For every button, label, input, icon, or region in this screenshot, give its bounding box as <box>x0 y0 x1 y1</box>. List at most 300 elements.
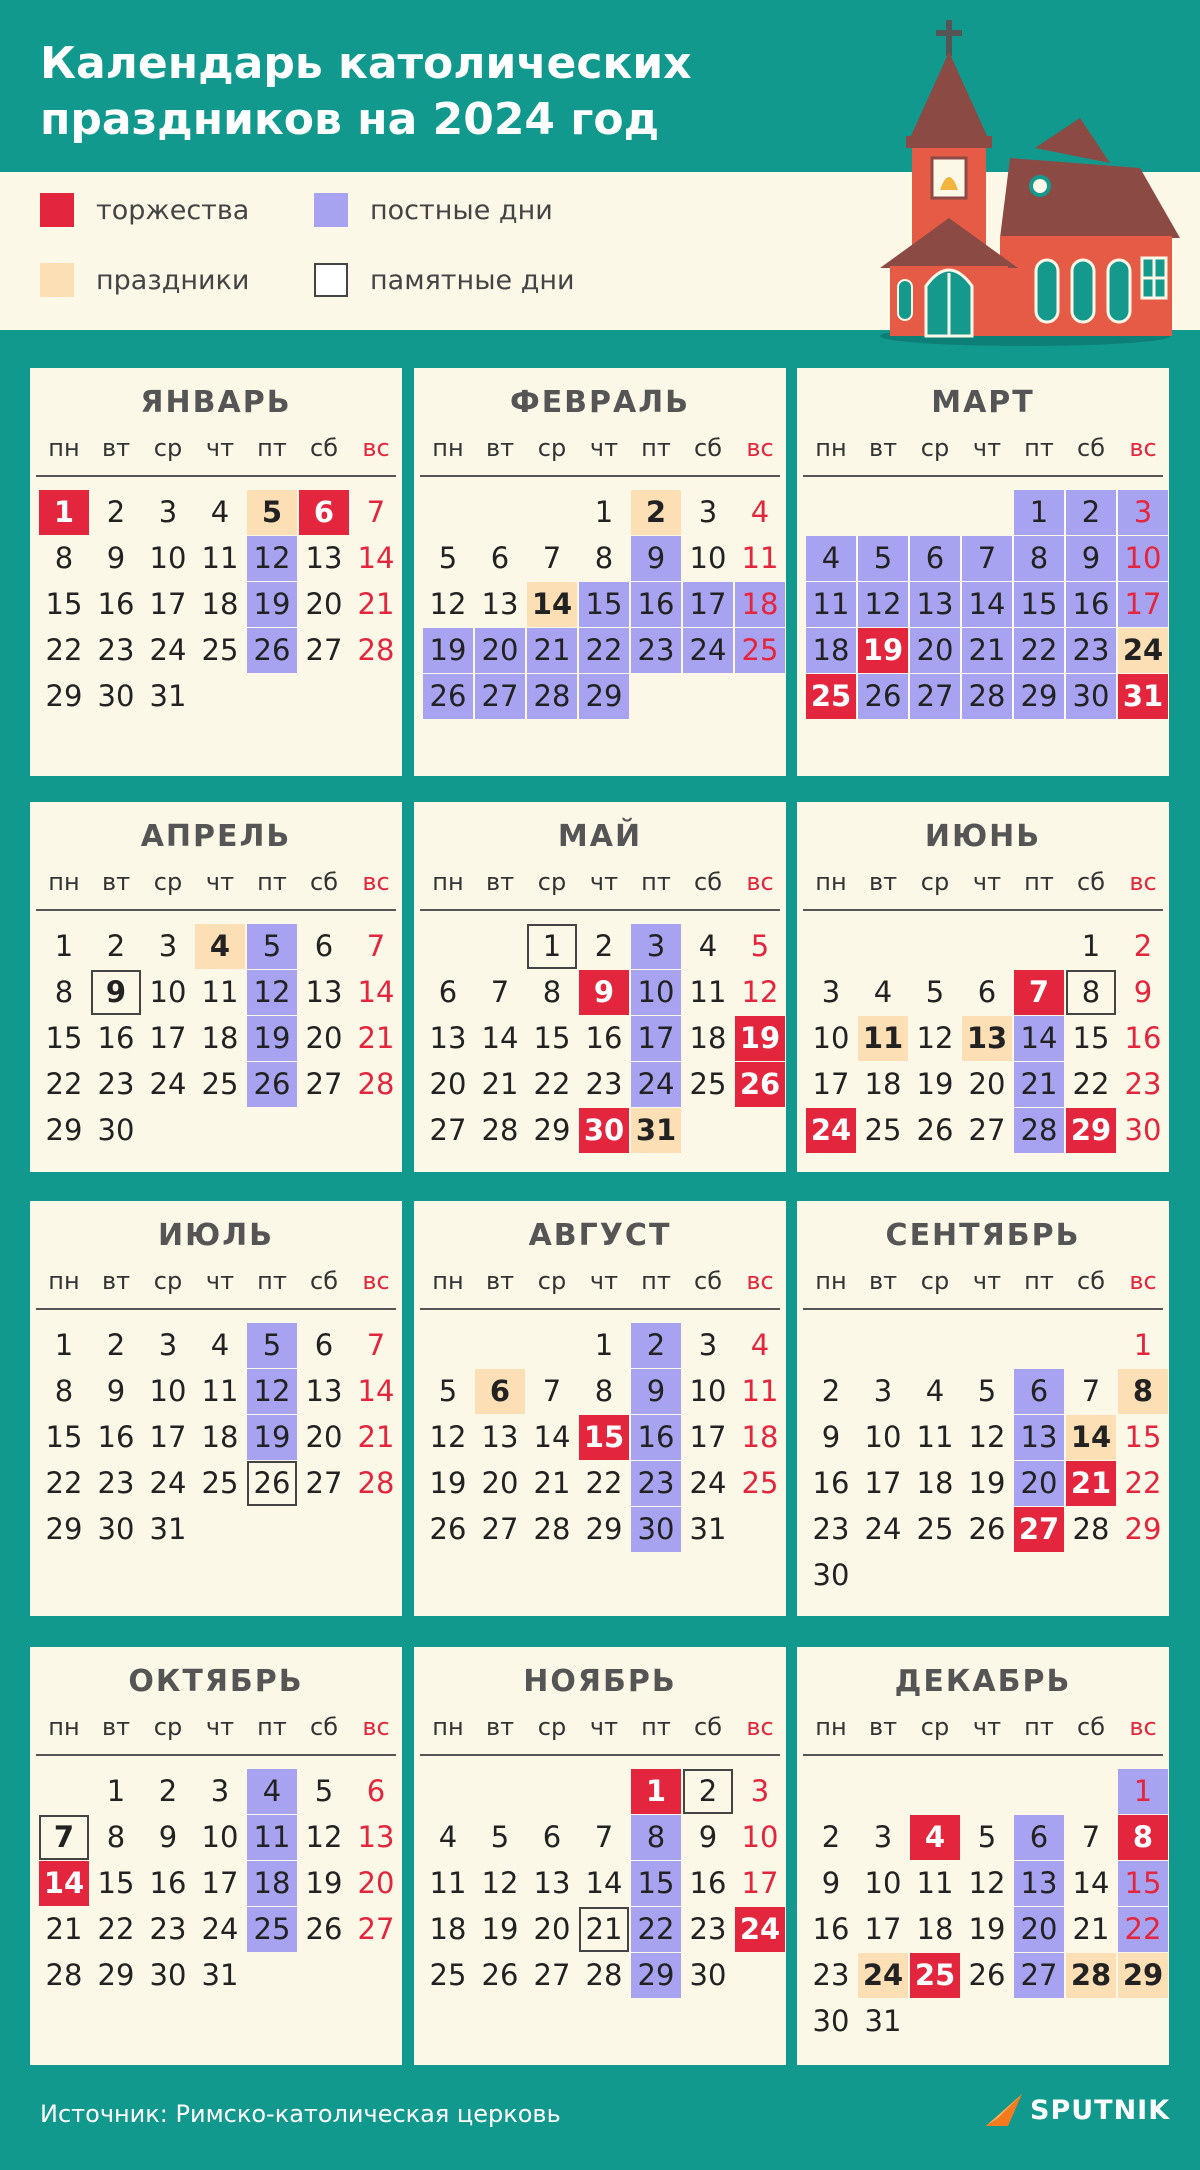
weekday-label: сб <box>310 868 338 896</box>
weekday-label: ср <box>537 868 567 896</box>
day-cell: 28 <box>585 1958 623 1992</box>
day-cell: 10 <box>689 541 727 575</box>
day-cell-fast: 24 <box>683 628 733 673</box>
day-cell: 10 <box>689 1374 727 1408</box>
day-cell: 13 <box>429 1021 467 1055</box>
day-cell: 26 <box>916 1113 954 1147</box>
day-cell: 16 <box>97 587 135 621</box>
day-cell: 12 <box>429 587 467 621</box>
day-cell: 11 <box>916 1866 954 1900</box>
weekday-label: чт <box>589 434 619 462</box>
day-cell: 14 <box>357 1374 395 1408</box>
day-cell: 26 <box>968 1958 1006 1992</box>
day-cell-fast: 12 <box>247 536 297 581</box>
weekday-label: пн <box>48 1713 80 1741</box>
day-cell: 8 <box>106 1820 126 1854</box>
day-cell: 7 <box>490 975 510 1009</box>
weekday-label: вс <box>746 434 774 462</box>
weekday-label: чт <box>972 1713 1002 1741</box>
day-cell: 22 <box>45 1067 83 1101</box>
day-cell: 12 <box>305 1820 343 1854</box>
legend-swatch <box>314 263 348 297</box>
day-cell: 7 <box>594 1820 614 1854</box>
day-cell: 20 <box>305 1420 343 1454</box>
day-cell: 27 <box>305 1067 343 1101</box>
day-cell: 24 <box>201 1912 239 1946</box>
weekday-divider <box>36 475 396 477</box>
weekday-label: ср <box>153 1267 183 1295</box>
day-cell: 29 <box>45 1512 83 1546</box>
weekday-label: ср <box>537 1713 567 1741</box>
day-cell: 18 <box>741 1420 779 1454</box>
weekday-label: ср <box>153 1713 183 1741</box>
day-cell: 23 <box>97 1067 135 1101</box>
day-cell-solemnity: 21 <box>1066 1461 1116 1506</box>
month-card <box>797 1201 1169 1616</box>
day-cell: 1 <box>54 1328 74 1362</box>
day-cell: 2 <box>821 1820 841 1854</box>
day-cell: 19 <box>481 1912 519 1946</box>
day-cell: 4 <box>210 1328 230 1362</box>
day-cell: 31 <box>149 679 187 713</box>
day-cell: 12 <box>916 1021 954 1055</box>
day-cell: 27 <box>968 1113 1006 1147</box>
day-cell-fast: 6 <box>1014 1815 1064 1860</box>
day-cell-fast: 25 <box>247 1907 297 1952</box>
month-card <box>797 1647 1169 2065</box>
weekday-label: пн <box>432 1267 464 1295</box>
day-cell-solemnity: 25 <box>806 674 856 719</box>
day-cell: 2 <box>1133 929 1153 963</box>
day-cell: 4 <box>873 975 893 1009</box>
weekday-label: чт <box>972 434 1002 462</box>
weekday-label: пн <box>815 434 847 462</box>
day-cell: 29 <box>45 679 83 713</box>
day-cell: 8 <box>594 1374 614 1408</box>
day-cell: 13 <box>357 1820 395 1854</box>
day-cell: 17 <box>812 1067 850 1101</box>
day-cell-fast: 19 <box>247 582 297 627</box>
day-cell: 11 <box>916 1420 954 1454</box>
day-cell: 10 <box>812 1021 850 1055</box>
day-cell-solemnity: 9 <box>579 970 629 1015</box>
legend-item-memorial-days <box>314 260 575 300</box>
weekday-label: чт <box>205 434 235 462</box>
day-cell: 18 <box>201 587 239 621</box>
day-cell: 2 <box>106 495 126 529</box>
weekday-label: пн <box>432 434 464 462</box>
weekday-label: ср <box>537 1267 567 1295</box>
day-cell: 8 <box>54 541 74 575</box>
day-cell-fast: 25 <box>735 628 785 673</box>
day-cell-fast: 1 <box>1014 490 1064 535</box>
day-cell: 6 <box>366 1774 386 1808</box>
weekday-label: ср <box>920 1713 950 1741</box>
day-cell: 27 <box>357 1912 395 1946</box>
weekday-label: ср <box>537 434 567 462</box>
day-cell: 13 <box>305 975 343 1009</box>
day-cell: 25 <box>741 1466 779 1500</box>
day-cell-fast: 15 <box>579 582 629 627</box>
day-cell-feast: 28 <box>1066 1953 1116 1998</box>
day-cell: 4 <box>925 1374 945 1408</box>
day-cell: 30 <box>812 2004 850 2038</box>
day-cell-fast: 15 <box>1014 582 1064 627</box>
day-cell: 18 <box>201 1021 239 1055</box>
weekday-label: ср <box>153 868 183 896</box>
weekday-label: вс <box>362 868 390 896</box>
day-cell-memorial: 2 <box>683 1769 733 1814</box>
weekday-label: чт <box>972 1267 1002 1295</box>
day-cell-fast: 18 <box>806 628 856 673</box>
weekday-label: пт <box>257 868 287 896</box>
weekday-label: пт <box>1024 1267 1054 1295</box>
day-cell: 15 <box>45 1021 83 1055</box>
day-cell: 8 <box>542 975 562 1009</box>
weekday-divider <box>803 909 1163 911</box>
day-cell: 27 <box>429 1113 467 1147</box>
weekday-label: сб <box>1077 434 1105 462</box>
weekday-label: пт <box>641 1267 671 1295</box>
day-cell: 7 <box>366 929 386 963</box>
weekday-label: пт <box>641 434 671 462</box>
weekday-label: пт <box>257 434 287 462</box>
weekday-label: чт <box>205 1713 235 1741</box>
day-cell-solemnity: 4 <box>910 1815 960 1860</box>
day-cell-fast: 11 <box>247 1815 297 1860</box>
day-cell: 23 <box>97 1466 135 1500</box>
day-cell: 22 <box>97 1912 135 1946</box>
day-cell: 22 <box>45 633 83 667</box>
day-cell: 15 <box>45 587 83 621</box>
day-cell-fast: 29 <box>1014 674 1064 719</box>
day-cell: 3 <box>158 1328 178 1362</box>
day-cell-solemnity: 6 <box>299 490 349 535</box>
weekday-label: вс <box>362 434 390 462</box>
weekday-label: пн <box>48 1267 80 1295</box>
day-cell: 13 <box>481 587 519 621</box>
day-cell: 15 <box>45 1420 83 1454</box>
day-cell-solemnity: 30 <box>579 1108 629 1153</box>
day-cell: 5 <box>490 1820 510 1854</box>
weekday-label: пн <box>815 1713 847 1741</box>
day-cell: 29 <box>533 1113 571 1147</box>
day-cell: 30 <box>97 1512 135 1546</box>
day-cell-fast: 10 <box>1118 536 1168 581</box>
day-cell: 19 <box>429 1466 467 1500</box>
day-cell-fast: 12 <box>247 1369 297 1414</box>
day-cell: 28 <box>357 633 395 667</box>
day-cell-fast: 4 <box>247 1769 297 1814</box>
day-cell: 21 <box>481 1067 519 1101</box>
legend-label: памятные дни <box>370 264 575 296</box>
day-cell: 20 <box>533 1912 571 1946</box>
weekday-label: вт <box>868 1267 898 1295</box>
weekday-label: ср <box>920 434 950 462</box>
day-cell-fast: 22 <box>1118 1907 1168 1952</box>
legend-item-solemnities <box>40 190 249 230</box>
day-cell-fast: 16 <box>631 1415 681 1460</box>
day-cell: 5 <box>925 975 945 1009</box>
day-cell: 22 <box>533 1067 571 1101</box>
weekday-label: ср <box>920 1267 950 1295</box>
day-cell: 3 <box>210 1774 230 1808</box>
weekday-label: пт <box>1024 434 1054 462</box>
day-cell: 6 <box>490 541 510 575</box>
day-cell: 6 <box>438 975 458 1009</box>
sputnik-logo-text: SPUTNIK <box>1030 2094 1171 2126</box>
day-cell-fast: 16 <box>1066 582 1116 627</box>
day-cell: 9 <box>1133 975 1153 1009</box>
day-cell: 2 <box>106 1328 126 1362</box>
day-cell: 2 <box>594 929 614 963</box>
weekday-label: чт <box>205 868 235 896</box>
weekday-label: пт <box>1024 868 1054 896</box>
day-cell-fast: 30 <box>1066 674 1116 719</box>
day-cell: 4 <box>750 1328 770 1362</box>
day-cell: 1 <box>1081 929 1101 963</box>
day-cell: 2 <box>821 1374 841 1408</box>
month-card <box>30 802 402 1172</box>
weekday-label: вс <box>1129 1267 1157 1295</box>
day-cell-memorial: 1 <box>527 924 577 969</box>
day-cell: 28 <box>481 1113 519 1147</box>
month-name: ЯНВАРЬ <box>140 385 292 420</box>
weekday-label: пт <box>641 1713 671 1741</box>
day-cell: 1 <box>106 1774 126 1808</box>
day-cell: 31 <box>149 1512 187 1546</box>
day-cell-solemnity: 26 <box>735 1062 785 1107</box>
day-cell: 19 <box>968 1912 1006 1946</box>
source-note: Источник: Римско-католическая церковь <box>40 2100 561 2128</box>
day-cell: 9 <box>106 1374 126 1408</box>
sputnik-rocket-icon <box>984 2092 1024 2128</box>
day-cell: 25 <box>689 1067 727 1101</box>
weekday-label: сб <box>694 1267 722 1295</box>
day-cell: 27 <box>481 1512 519 1546</box>
day-cell-fast: 15 <box>631 1861 681 1906</box>
legend-swatch <box>40 263 74 297</box>
day-cell-fast: 21 <box>527 628 577 673</box>
day-cell: 20 <box>968 1067 1006 1101</box>
day-cell: 30 <box>97 1113 135 1147</box>
day-cell-solemnity: 15 <box>579 1415 629 1460</box>
day-cell-fast: 9 <box>631 536 681 581</box>
day-cell: 17 <box>201 1866 239 1900</box>
day-cell-solemnity: 24 <box>806 1108 856 1153</box>
weekday-label: сб <box>1077 868 1105 896</box>
day-cell-fast: 20 <box>910 628 960 673</box>
day-cell: 12 <box>968 1420 1006 1454</box>
day-cell: 9 <box>158 1820 178 1854</box>
day-cell-fast: 7 <box>962 536 1012 581</box>
legend-label: торжества <box>96 194 250 226</box>
day-cell-solemnity: 31 <box>1118 674 1168 719</box>
day-cell: 30 <box>149 1958 187 1992</box>
day-cell: 4 <box>210 495 230 529</box>
day-cell: 7 <box>366 1328 386 1362</box>
weekday-label: сб <box>694 868 722 896</box>
day-cell: 24 <box>864 1512 902 1546</box>
weekday-label: пн <box>48 868 80 896</box>
weekday-label: вс <box>1129 1713 1157 1741</box>
weekday-divider <box>420 1754 780 1756</box>
weekday-label: чт <box>589 1713 619 1741</box>
day-cell-fast: 3 <box>631 924 681 969</box>
day-cell-fast: 21 <box>1014 1062 1064 1107</box>
day-cell-fast: 24 <box>631 1062 681 1107</box>
day-cell: 5 <box>750 929 770 963</box>
weekday-divider <box>420 475 780 477</box>
day-cell: 11 <box>741 541 779 575</box>
month-name: НОЯБРЬ <box>523 1664 677 1699</box>
day-cell: 10 <box>741 1820 779 1854</box>
day-cell-feast: 24 <box>1118 628 1168 673</box>
day-cell: 12 <box>429 1420 467 1454</box>
day-cell: 2 <box>106 929 126 963</box>
day-cell: 20 <box>481 1466 519 1500</box>
day-cell-solemnity: 14 <box>39 1861 89 1906</box>
day-cell: 1 <box>54 929 74 963</box>
day-cell: 13 <box>305 541 343 575</box>
day-cell-fast: 13 <box>1014 1415 1064 1460</box>
day-cell-solemnity: 29 <box>1066 1108 1116 1153</box>
day-cell-solemnity: 1 <box>39 490 89 535</box>
weekday-label: пт <box>257 1267 287 1295</box>
day-cell: 8 <box>54 975 74 1009</box>
day-cell: 14 <box>481 1021 519 1055</box>
day-cell: 30 <box>97 679 135 713</box>
day-cell: 14 <box>357 541 395 575</box>
legend-swatch <box>40 193 74 227</box>
month-card <box>797 368 1169 776</box>
day-cell: 30 <box>1124 1113 1162 1147</box>
weekday-divider <box>36 909 396 911</box>
day-cell: 26 <box>968 1512 1006 1546</box>
day-cell-feast: 24 <box>858 1953 908 1998</box>
weekday-label: вт <box>485 1713 515 1741</box>
day-cell: 16 <box>97 1420 135 1454</box>
day-cell: 7 <box>542 541 562 575</box>
day-cell: 26 <box>481 1958 519 1992</box>
day-cell-fast: 20 <box>475 628 525 673</box>
day-cell: 10 <box>864 1420 902 1454</box>
day-cell-solemnity: 27 <box>1014 1507 1064 1552</box>
day-cell-fast: 21 <box>962 628 1012 673</box>
day-cell: 3 <box>158 495 178 529</box>
weekday-label: пт <box>257 1713 287 1741</box>
day-cell-fast: 28 <box>527 674 577 719</box>
day-cell-fast: 14 <box>962 582 1012 627</box>
weekday-label: вс <box>1129 868 1157 896</box>
sputnik-logo <box>984 2092 1170 2128</box>
weekday-label: вт <box>101 1713 131 1741</box>
day-cell: 18 <box>201 1420 239 1454</box>
day-cell: 18 <box>689 1021 727 1055</box>
weekday-label: пн <box>432 868 464 896</box>
day-cell: 7 <box>366 495 386 529</box>
month-name: МАЙ <box>557 819 643 854</box>
day-cell: 17 <box>149 1021 187 1055</box>
day-cell: 24 <box>149 1466 187 1500</box>
title-line-1: Календарь католических <box>40 38 692 89</box>
legend-item-fast-days <box>314 190 553 230</box>
day-cell-solemnity: 19 <box>735 1016 785 1061</box>
day-cell: 3 <box>873 1820 893 1854</box>
weekday-label: вс <box>746 1713 774 1741</box>
day-cell: 23 <box>585 1067 623 1101</box>
title-line-2: праздников на 2024 год <box>40 94 660 145</box>
month-name: ИЮЛЬ <box>157 1218 275 1253</box>
day-cell: 24 <box>689 1466 727 1500</box>
month-card <box>30 1201 402 1616</box>
day-cell: 29 <box>585 1512 623 1546</box>
page-title <box>40 36 800 148</box>
day-cell-fast: 22 <box>631 1907 681 1952</box>
legend-label: праздники <box>96 264 250 296</box>
weekday-label: вт <box>868 1713 898 1741</box>
weekday-label: пн <box>48 434 80 462</box>
church-illustration <box>860 18 1190 348</box>
day-cell-solemnity: 7 <box>1014 970 1064 1015</box>
day-cell-fast: 17 <box>683 582 733 627</box>
day-cell: 11 <box>689 975 727 1009</box>
day-cell: 15 <box>1124 1420 1162 1454</box>
day-cell: 19 <box>968 1466 1006 1500</box>
day-cell-fast: 29 <box>579 674 629 719</box>
month-card <box>30 1647 402 2065</box>
day-cell-fast: 18 <box>735 582 785 627</box>
day-cell-fast: 30 <box>631 1507 681 1552</box>
day-cell: 23 <box>812 1958 850 1992</box>
day-cell: 21 <box>1072 1912 1110 1946</box>
day-cell: 21 <box>357 1021 395 1055</box>
day-cell: 3 <box>750 1774 770 1808</box>
day-cell-fast: 4 <box>806 536 856 581</box>
day-cell-fast: 22 <box>579 628 629 673</box>
day-cell-feast: 13 <box>962 1016 1012 1061</box>
day-cell-memorial: 8 <box>1066 970 1116 1015</box>
day-cell: 18 <box>864 1067 902 1101</box>
day-cell: 28 <box>357 1466 395 1500</box>
day-cell-fast: 26 <box>858 674 908 719</box>
day-cell: 17 <box>689 1420 727 1454</box>
day-cell: 5 <box>438 541 458 575</box>
weekday-label: вт <box>101 1267 131 1295</box>
weekday-label: вт <box>485 868 515 896</box>
day-cell: 20 <box>305 587 343 621</box>
day-cell-fast: 17 <box>631 1016 681 1061</box>
day-cell: 27 <box>305 633 343 667</box>
day-cell-fast: 12 <box>247 970 297 1015</box>
month-card <box>414 368 786 776</box>
weekday-label: вс <box>746 1267 774 1295</box>
day-cell: 6 <box>542 1820 562 1854</box>
day-cell-fast: 5 <box>858 536 908 581</box>
day-cell: 24 <box>149 1067 187 1101</box>
day-cell: 12 <box>741 975 779 1009</box>
day-cell: 18 <box>429 1912 467 1946</box>
day-cell: 23 <box>1124 1067 1162 1101</box>
day-cell: 23 <box>812 1512 850 1546</box>
weekday-label: ср <box>153 434 183 462</box>
month-name: ДЕКАБРЬ <box>894 1664 1072 1699</box>
day-cell-fast: 28 <box>1014 1108 1064 1153</box>
day-cell: 21 <box>45 1912 83 1946</box>
day-cell: 4 <box>750 495 770 529</box>
day-cell-fast: 5 <box>247 924 297 969</box>
day-cell: 3 <box>873 1374 893 1408</box>
